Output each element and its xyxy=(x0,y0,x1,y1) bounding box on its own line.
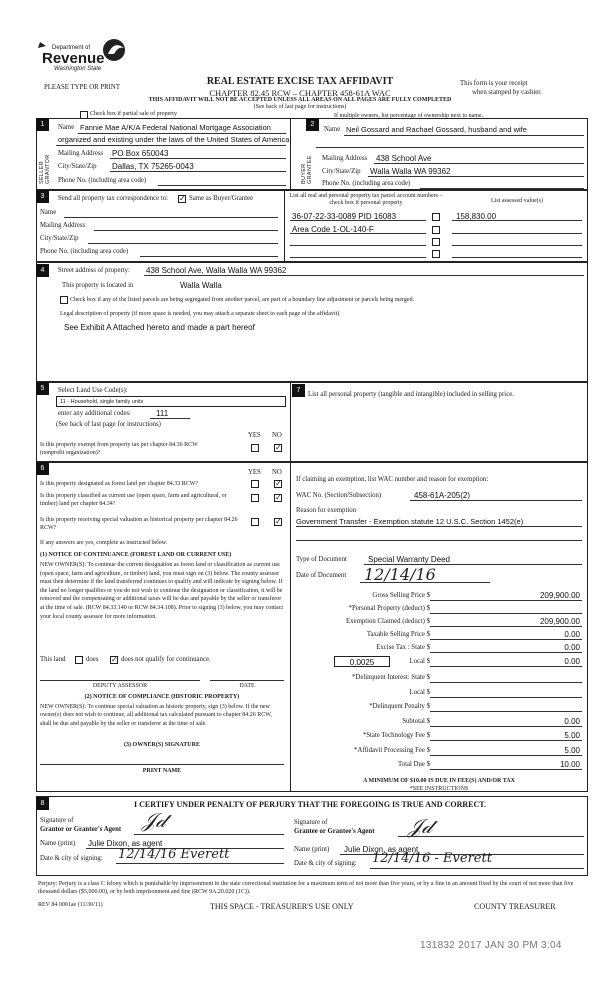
deputy-date-label: DATE xyxy=(239,683,255,689)
agency-dept: Department of xyxy=(52,45,91,51)
partial-sale-label: Check box if partial sale of property xyxy=(90,111,177,117)
assessed-1[interactable]: 158,830.00 xyxy=(456,212,497,221)
historic-question: Is this property receiving special valuation as historical property per chapter 84.26 RCW? xyxy=(40,517,238,531)
exemption-claim-label: If claiming an exemption, list WAC number and reason for exemption: xyxy=(296,476,489,483)
current-use-yes-checkbox[interactable] xyxy=(251,494,259,502)
form-chapter: CHAPTER 82.45 RCW – CHAPTER 458-61A WAC xyxy=(209,88,391,98)
buyer-mailing-value[interactable]: 438 School Ave xyxy=(376,154,432,163)
land-does-checkbox[interactable] xyxy=(75,656,83,664)
located-value[interactable]: Walla Walla xyxy=(180,281,222,290)
local-rate-box xyxy=(334,656,390,667)
grantee-date-label: Date & city of signing: xyxy=(294,860,357,867)
calc-row2-value-6[interactable]: 10.00 xyxy=(559,760,580,769)
parcel-header: List all real and personal property tax parcel account numbers – check box if personal property xyxy=(289,193,443,206)
grantor-name-label: Name (print) xyxy=(40,840,76,847)
land-does-not-label: does not qualify for continuance. xyxy=(121,656,211,663)
calc-row-value-0[interactable]: 209,900.00 xyxy=(539,591,580,600)
calc-row2-label-6: Total Due $ xyxy=(398,761,430,768)
form-title: REAL ESTATE EXCISE TAX AFFIDAVIT xyxy=(206,76,394,87)
buyer-name-label: Name xyxy=(324,126,341,133)
corr-city-label: City/State/Zip xyxy=(40,235,79,242)
wac-label: WAC No. (Section/Subsection) xyxy=(296,492,382,499)
land-does-not-checkbox[interactable]: ✓ xyxy=(111,655,118,664)
grantor-signature[interactable]: 𝒥𝒹 xyxy=(142,808,166,832)
grantee-sig-label-2: Grantee or Grantee's Agent xyxy=(294,828,375,835)
grantor-sig-label: Signature of xyxy=(40,817,74,824)
local-value[interactable]: 0.00 xyxy=(564,657,580,666)
same-as-buyer-checkbox[interactable]: ✓ xyxy=(179,194,186,203)
legal-label: Legal description of property (if more space is needed, you may attach a separate sheet to each page of the affidavit) xyxy=(60,311,340,317)
land-use-label: Select Land Use Code(s): xyxy=(58,387,128,394)
notice-continuance-body: NEW OWNER(S): To continue the current designation as forest land or classification as current use (open space, farm and agriculture, or timber) land, you must sign on (3) below. The county assessor must then determine if the land transferred continues to qualify and will indicate by signing below. If the land no longer qualifies or you do not wish to continue the designation or classification, it will be removed and the compensating or additional taxes will be due and payable by the seller or transferor at the time of sale. (RCW 84.33.140 or RCW 84.34.108). Prior to signing (3) below, you may contact your local county assessor for more information. xyxy=(40,562,284,620)
street-label: Street address of property: xyxy=(58,267,130,274)
notice-continuance-title: (1) NOTICE OF CONTINUANCE (FOREST LAND OR CURRENT USE) xyxy=(40,552,232,558)
segregated-checkbox[interactable] xyxy=(60,296,68,304)
calc-row2-value-3[interactable]: 0.00 xyxy=(564,716,580,726)
buyer-city-value[interactable]: Walla Walla WA 99362 xyxy=(370,167,451,176)
grantee-sig-label: Signature of xyxy=(294,819,328,826)
seller-name-label: Name xyxy=(58,124,75,131)
receipt-note-2: when stamped by cashier. xyxy=(472,89,542,96)
same-as-buyer-label: Same as Buyer/Grantee xyxy=(189,195,254,202)
land-use-selected: 11 - Household, single family units xyxy=(60,399,144,405)
form-warning: THIS AFFIDAVIT WILL NOT BE ACCEPTED UNLESS ALL AREAS ON ALL PAGES ARE FULLY COMPLETED xyxy=(148,97,452,103)
corr-phone-label: Phone No. (including area code) xyxy=(40,248,129,255)
wac-value[interactable]: 458-61A-205(2) xyxy=(414,491,471,500)
county-treasurer: COUNTY TREASURER xyxy=(474,902,556,911)
additional-codes-label: enter any additional codes: xyxy=(58,410,132,417)
if-yes-note: If any answers are yes, complete as instructed below. xyxy=(40,540,168,546)
calc-row-label-2: Exemption Claimed (deduct) $ xyxy=(346,618,430,625)
calc-row2-label-2: *Delinquent Penalty $ xyxy=(369,703,430,710)
parcel-2[interactable]: Area Code 1-OL-140-F xyxy=(292,225,374,234)
correspondence-label: Send all property tax correspondence to: xyxy=(58,195,169,202)
doc-date-value[interactable]: 12/14/16 xyxy=(364,565,436,584)
historic-no-checkbox[interactable]: ✓ xyxy=(275,517,282,526)
calc-row2-label-4: *State Technology Fee $ xyxy=(362,732,430,739)
agency-state: Washington State xyxy=(54,66,102,72)
see-back-note: (See back of last page for instructions) xyxy=(253,104,347,110)
seller-grantor-label: SELLER GRANTOR xyxy=(39,154,51,184)
current-use-question: Is this property classified as current use (open space, farm and agricultural, or timber) land per chapter 84.34? xyxy=(40,493,227,507)
seller-name-value[interactable]: Fannie Mae A/K/A Federal National Mortgage Association xyxy=(80,123,271,132)
current-use-no-checkbox[interactable]: ✓ xyxy=(275,493,282,502)
grantor-sig-label-2: Grantor or Grantor's Agent xyxy=(40,826,122,833)
calc-row-value-4[interactable]: 0.00 xyxy=(564,643,580,652)
buyer-name-value[interactable]: Neil Gossard and Rachael Gossard, husband and wife xyxy=(346,125,527,134)
parcel-3-personal-checkbox[interactable] xyxy=(432,238,440,246)
buyer-mailing-label: Mailing Address xyxy=(322,155,368,162)
section-3-badge: 3 xyxy=(36,190,49,203)
grantee-date-value[interactable]: 12/14/16 - Everett xyxy=(372,851,492,866)
parcel-1-personal-checkbox[interactable] xyxy=(432,213,440,221)
calc-row-label-4: Excise Tax : State $ xyxy=(376,644,430,651)
perjury-statement: Perjury: Perjury is a class C felony which is punishable by imprisonment in the state correctional institution for a maximum term of not more than five years, or by a fine in an amount fixed by the court of not more than five thousand dollars ($5,000.00), or by both imprisonment and fine (RCW 9A.20.020 (1C)). xyxy=(38,881,574,895)
parcel-1[interactable]: 36-07-22-33-0089 PID 16083 xyxy=(292,212,397,221)
buyer-phone-label: Phone No. (including area code) xyxy=(322,180,411,187)
street-value[interactable]: 438 School Ave, Walla Walla WA 99362 xyxy=(146,266,287,275)
local-label: Local $ xyxy=(409,658,430,665)
located-label: This property is located in xyxy=(62,282,134,289)
grantee-name-value[interactable]: Julie Dixon, as agent xyxy=(344,845,419,854)
buyer-city-label: City/State/Zip xyxy=(322,168,361,175)
certify-statement: I CERTIFY UNDER PENALTY OF PERJURY THAT THE FOREGOING IS TRUE AND CORRECT. xyxy=(133,800,486,809)
s6-no-header: NO xyxy=(272,469,282,476)
section-6-badge: 6 xyxy=(36,462,49,475)
notice-compliance-body: NEW OWNER(S): To continue special valuation as historic property, sign (3) below. If the new owner(s) does not wish to continue, all additional tax calculated pursuant to chapter 84.26 RCW, shall be due and payable by the seller or transferor at the time of sale. xyxy=(40,704,272,727)
calc-row-label-1: *Personal Property (deduct) $ xyxy=(348,605,430,612)
calc-row-value-3[interactable]: 0.00 xyxy=(564,630,580,639)
section-8-badge: 8 xyxy=(36,797,49,810)
deputy-assessor-label: DEPUTY ASSESSOR xyxy=(92,683,148,689)
calc-row2-label-1: Local $ xyxy=(409,688,430,696)
parcel-2-personal-checkbox[interactable] xyxy=(432,226,440,234)
section-5-badge: 5 xyxy=(36,382,49,395)
property-box xyxy=(36,262,588,382)
parcel-4-personal-checkbox[interactable] xyxy=(432,250,440,258)
notice-compliance-title: (2) NOTICE OF COMPLIANCE (HISTORIC PROPERTY) xyxy=(84,694,240,700)
grantor-date-value[interactable]: 12/14/16 Everett xyxy=(118,847,230,862)
s6-yes-header: YES xyxy=(248,469,261,476)
doc-date-label: Date of Document xyxy=(296,572,347,579)
legal-value[interactable]: See Exhibit A Attached hereto and made a part hereof xyxy=(64,323,255,332)
section-2-badge: 2 xyxy=(306,118,319,131)
calc-row2-value-5[interactable]: 5.00 xyxy=(564,745,580,755)
seller-city-label: City/State/Zip xyxy=(58,163,97,170)
grantee-signature[interactable]: 𝒥𝒹 xyxy=(408,814,432,838)
exempt-question: Is this property exempt from property tax per chapter 84.36 RCW (nonprofit organization)? xyxy=(40,442,198,456)
land-use-select[interactable] xyxy=(56,396,286,407)
corr-name-label: Name xyxy=(40,209,57,216)
agency-name: Revenue xyxy=(42,50,105,67)
land-use-no-header: NO xyxy=(272,432,282,439)
seller-city-value[interactable]: Dallas, TX 75265-0043 xyxy=(112,162,194,171)
land-does-label: does xyxy=(86,656,99,663)
forest-question: Is this property designated as forest land per chapter 84.33 RCW? xyxy=(40,481,199,487)
receipt-stamp: 131832 2017 JAN 30 PM 3:04 xyxy=(420,940,562,951)
calc-row2-label-5: *Affidavit Processing Fee $ xyxy=(354,746,430,754)
owner-signature-title: (3) OWNER(S) SIGNATURE xyxy=(124,742,200,748)
seller-phone-label: Phone No. (including area code) xyxy=(58,177,147,184)
segregated-label: Check box if any of the listed parcels are being segregated from another parcel, are part of a boundary line adjustment or parcels being merged. xyxy=(70,297,415,303)
type-or-print: PLEASE TYPE OR PRINT xyxy=(44,84,120,91)
seller-mailing-value[interactable]: PO Box 650043 xyxy=(112,149,169,158)
assessed-header: List assessed value(s) xyxy=(491,198,543,204)
grantee-name-label: Name (print) xyxy=(294,846,330,853)
exempt-no-checkbox[interactable]: ✓ xyxy=(275,443,282,452)
calc-row2-label-3: Subtotal $ xyxy=(402,717,430,725)
print-name-label: PRINT NAME xyxy=(142,768,182,774)
historic-yes-checkbox[interactable] xyxy=(251,518,259,526)
multiple-owners-note: If multiple owners, list percentage of ownership next to name. xyxy=(334,113,484,119)
calc-row-label-0: Gross Selling Price $ xyxy=(372,592,430,599)
receipt-note-1: This form is your receipt xyxy=(460,80,528,87)
seller-name-value-2[interactable]: organized and existing under the laws of the United States of America xyxy=(58,135,290,144)
personal-property-label: List all personal property (tangible and intangible) included in selling price. xyxy=(308,391,514,398)
see-instructions-note: *SEE INSTRUCTIONS xyxy=(409,786,469,792)
land-use-yes-header: YES xyxy=(248,432,261,439)
minimum-due-note: A MINIMUM OF $10.00 IS DUE IN FEE(S) AND/OR TAX xyxy=(363,778,515,784)
forest-yes-checkbox[interactable] xyxy=(251,480,259,488)
calc-row2-value-4[interactable]: 5.00 xyxy=(564,731,580,740)
treasurer-space: THIS SPACE - TREASURER'S USE ONLY xyxy=(210,902,354,911)
calc-row-label-3: Taxable Selling Price $ xyxy=(366,631,430,638)
local-rate-value: 0.0025 xyxy=(349,658,375,667)
form-number: REV 84 0001ae (11/30/11) xyxy=(38,902,103,908)
section-7-badge: 7 xyxy=(292,384,305,397)
grantor-date-label: Date & city of signing: xyxy=(40,855,103,862)
corr-mailing-label: Mailing Address xyxy=(40,222,86,229)
grantor-name-value[interactable]: Julie Dixon, as agent xyxy=(88,839,163,848)
section-1-badge: 1 xyxy=(36,118,49,131)
dor-logo xyxy=(34,36,134,76)
forest-no-checkbox[interactable]: ✓ xyxy=(275,479,282,488)
buyer-grantee-label: BUYER GRANTEE xyxy=(301,155,313,184)
doc-type-value[interactable]: Special Warranty Deed xyxy=(368,555,450,564)
reason-value[interactable]: Government Transfer - Exemption statute 12 U.S.C. Section 1452(e) xyxy=(296,517,524,526)
seller-mailing-label: Mailing Address xyxy=(58,150,104,157)
additional-codes-value[interactable]: 111 xyxy=(156,409,169,418)
calc-row-value-2[interactable]: 209,900.00 xyxy=(539,617,580,626)
reason-label: Reason for exemption xyxy=(296,507,357,514)
exempt-yes-checkbox[interactable] xyxy=(251,444,259,452)
section-4-badge: 4 xyxy=(36,264,49,277)
calc-row2-label-0: *Delinquent Interest: State $ xyxy=(352,674,430,681)
this-land-label: This land xyxy=(40,656,66,663)
land-use-see-back: (See back of last page for instructions) xyxy=(56,421,161,428)
doc-type-label: Type of Document xyxy=(296,556,347,563)
